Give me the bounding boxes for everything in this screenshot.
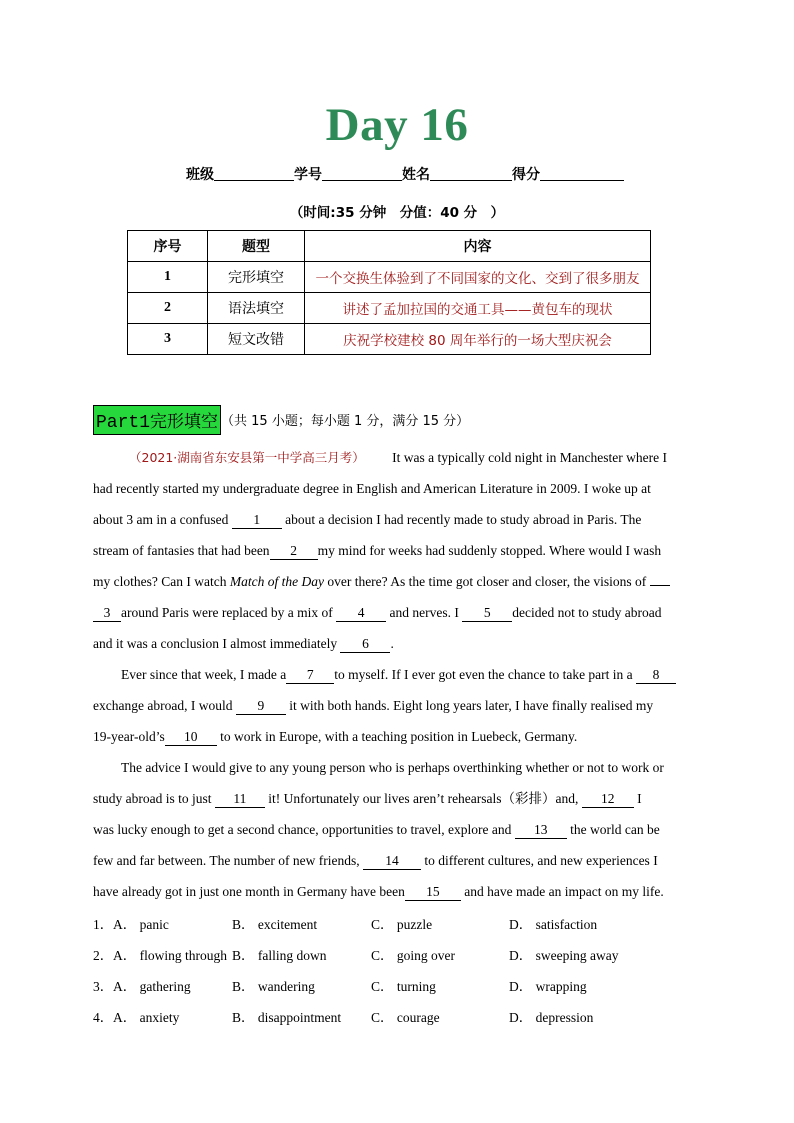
passage-text: about 3 am in a confused	[93, 512, 232, 527]
passage-line	[93, 882, 664, 902]
blank-9[interactable]: 9	[236, 698, 286, 715]
part1-label-cn: 完形填空	[150, 412, 219, 432]
option-d[interactable]: D． satisfaction	[509, 917, 598, 932]
passage-text: and it was a conclusion I almost immediately	[93, 636, 341, 651]
blank-3-start	[650, 585, 670, 586]
passage-text: stream of fantasies that had been	[93, 543, 270, 558]
option-row	[93, 977, 697, 997]
passage-text: had recently started my undergraduate degree in English and American Literature in 2009. I woke up at	[93, 481, 651, 496]
table-row	[128, 324, 651, 355]
blank-5[interactable]: 5	[462, 605, 512, 622]
passage-text: about a decision I had recently made to study abroad in Paris. The	[281, 512, 642, 527]
passage-line	[93, 820, 660, 840]
part1-description: （共 15 小题；每小题 1 分，满分 15 分）	[221, 414, 470, 429]
class-field[interactable]	[214, 166, 294, 181]
header-content: 内容	[305, 231, 651, 262]
passage-text: was lucky enough to get a second chance, opportunities to travel, explore and	[93, 822, 515, 837]
option-row	[93, 1008, 697, 1028]
option-c[interactable]: C． turning	[371, 979, 436, 994]
passage-line	[129, 448, 667, 468]
blank-12[interactable]: 12	[582, 791, 634, 808]
passage-text: it with both hands. Eight long years later, I have finally realised my	[285, 698, 654, 713]
passage-text: exchange abroad, I would	[93, 698, 236, 713]
blank-15[interactable]: 15	[405, 884, 461, 901]
option-b[interactable]: B． excitement	[232, 917, 318, 932]
passage-line	[93, 634, 394, 654]
class-label: 班级	[186, 167, 214, 183]
passage-italic: Match of the Day	[229, 574, 324, 589]
passage-line	[121, 665, 676, 685]
passage-text: .	[390, 636, 394, 651]
overview-table	[127, 230, 651, 355]
passage-line	[93, 851, 658, 871]
row-type: 完形填空	[208, 262, 305, 293]
option-b[interactable]: B． falling down	[232, 948, 327, 963]
name-field[interactable]	[430, 166, 512, 181]
option-a[interactable]: A． gathering	[113, 979, 191, 994]
passage-text: and nerves. I	[386, 605, 463, 620]
passage-text: my mind for weeks had suddenly stopped. Where would I wash	[317, 543, 662, 558]
passage-text: The advice I would give to any young person who is perhaps overthinking whether or not to work or	[121, 760, 664, 775]
header-type: 题型	[208, 231, 305, 262]
question-number: 1．	[93, 917, 114, 932]
blank-14[interactable]: 14	[363, 853, 421, 870]
passage-text: It was a typically cold night in Manchester where I	[392, 450, 667, 465]
blank-6[interactable]: 6	[340, 636, 390, 653]
blank-8[interactable]: 8	[636, 667, 676, 684]
passage-text: to different cultures, and new experiences I	[421, 853, 658, 868]
passage-text: to work in Europe, with a teaching position in Luebeck, Germany.	[216, 729, 578, 744]
blank-1[interactable]: 1	[232, 512, 282, 529]
row-num: 2	[128, 293, 208, 324]
row-content: 庆祝学校建校 80 周年举行的一场大型庆祝会	[305, 324, 651, 355]
passage-text: study abroad is to just	[93, 791, 215, 806]
passage-text: over there? As the time got closer and closer, the visions of	[323, 574, 650, 589]
question-number: 3．	[93, 979, 114, 994]
blank-13[interactable]: 13	[515, 822, 567, 839]
passage-text: the world can be	[566, 822, 660, 837]
passage-line	[93, 696, 653, 716]
option-c[interactable]: C． puzzle	[371, 917, 433, 932]
blank-7[interactable]: 7	[286, 667, 334, 684]
part1-header	[93, 405, 469, 435]
passage-text: have already got in just one month in Germany have been	[93, 884, 405, 899]
passage-text: and have made an impact on my life.	[460, 884, 664, 899]
passage-line	[93, 510, 641, 530]
passage-text: around Paris were replaced by a mix of	[121, 605, 337, 620]
passage-line	[121, 758, 664, 778]
row-type: 短文改错	[208, 324, 305, 355]
row-content: 一个交换生体验到了不同国家的文化、交到了很多朋友	[305, 262, 651, 293]
option-row	[93, 946, 697, 966]
passage-text: Ever since that week, I made a	[121, 667, 287, 682]
blank-3[interactable]: 3	[93, 605, 121, 622]
passage-text: it! Unfortunately our lives aren’t rehearsals（彩排）and,	[264, 791, 582, 806]
passage-text: to myself. If I ever got even the chance to take part in a	[334, 667, 637, 682]
table-row	[128, 293, 651, 324]
table-header-row	[128, 231, 651, 262]
passage-source: （2021·湖南省东安县第一中学高三月考）	[129, 450, 365, 465]
option-a[interactable]: A． flowing through	[113, 948, 227, 963]
option-row	[93, 915, 697, 935]
passage-line	[93, 603, 662, 623]
option-d[interactable]: D． sweeping away	[509, 948, 619, 963]
blank-2[interactable]: 2	[270, 543, 318, 560]
passage-text: my clothes? Can I watch	[93, 574, 230, 589]
name-label: 姓名	[402, 167, 430, 183]
option-a[interactable]: A． anxiety	[113, 1010, 180, 1025]
score-label: 得分	[512, 167, 540, 183]
passage-text: I	[633, 791, 642, 806]
passage-line	[93, 541, 661, 561]
option-d[interactable]: D． wrapping	[509, 979, 587, 994]
option-a[interactable]: A． panic	[113, 917, 169, 932]
row-type: 语法填空	[208, 293, 305, 324]
score-field[interactable]	[540, 166, 624, 181]
blank-10[interactable]: 10	[165, 729, 217, 746]
page-title: Day 16	[325, 99, 469, 151]
blank-4[interactable]: 4	[336, 605, 386, 622]
option-c[interactable]: C． going over	[371, 948, 455, 963]
passage-text: decided not to study abroad	[512, 605, 662, 620]
passage-line	[93, 727, 577, 747]
header-num: 序号	[128, 231, 208, 262]
part1-label-en: Part1	[96, 413, 151, 433]
question-number: 2．	[93, 948, 114, 963]
blank-11[interactable]: 11	[215, 791, 265, 808]
question-number: 4．	[93, 1010, 114, 1025]
option-d[interactable]: D． depression	[509, 1010, 594, 1025]
option-b[interactable]: B． wandering	[232, 979, 315, 994]
table-row	[128, 262, 651, 293]
row-num: 1	[128, 262, 208, 293]
passage-line	[93, 572, 670, 592]
part1-label	[93, 405, 221, 435]
option-c[interactable]: C． courage	[371, 1010, 440, 1025]
passage-line	[93, 789, 642, 809]
id-label: 学号	[294, 167, 322, 183]
student-info-line	[186, 164, 624, 184]
id-field[interactable]	[322, 166, 402, 181]
time-info: （时间:35 分钟 分值：40 分 ）	[289, 205, 505, 221]
row-content: 讲述了孟加拉国的交通工具——黄包车的现状	[305, 293, 651, 324]
passage-text: 19-year-old’s	[93, 729, 165, 744]
passage-text: few and far between. The number of new friends,	[93, 853, 364, 868]
passage-line	[93, 479, 651, 499]
row-num: 3	[128, 324, 208, 355]
option-b[interactable]: B． disappointment	[232, 1010, 342, 1025]
